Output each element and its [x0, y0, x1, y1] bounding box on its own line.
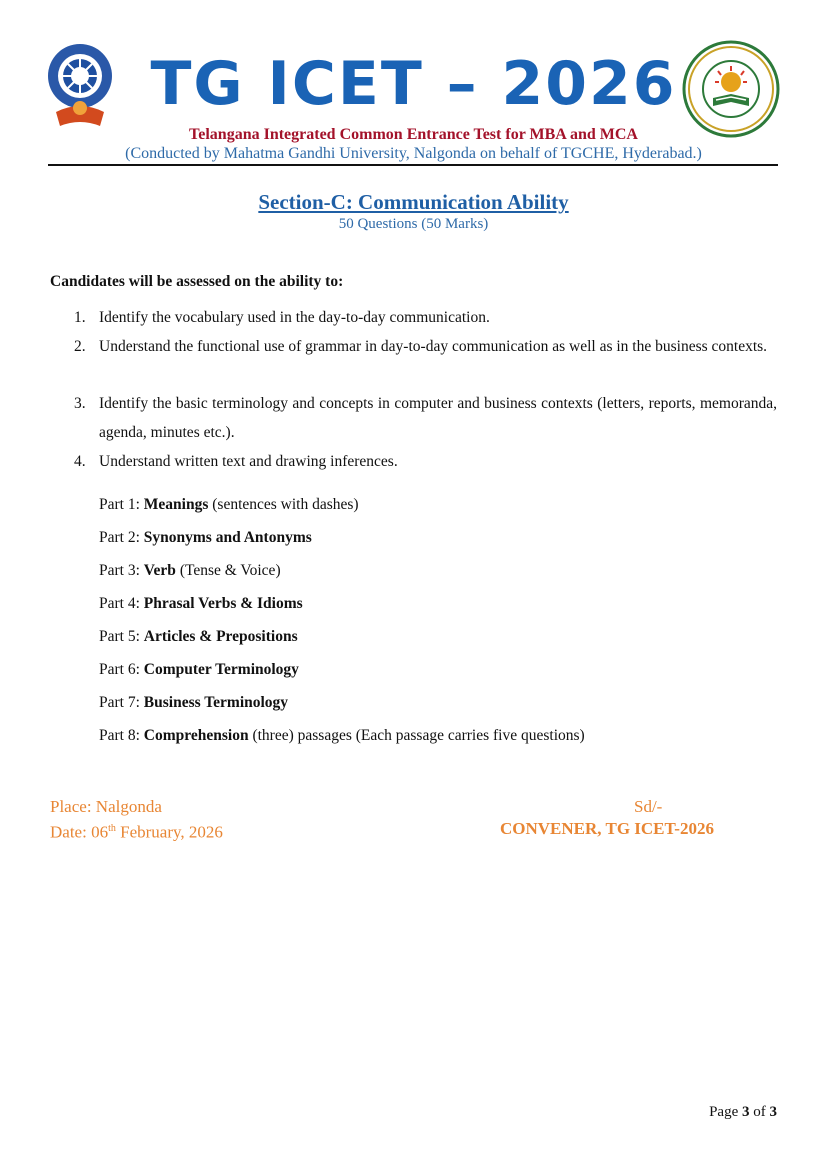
part-topic: Comprehension [143, 727, 249, 744]
ability-text: Understand the functional use of grammar in day-to-day communication as well as in the business contexts. [99, 338, 768, 355]
part-label: Part 2: [99, 529, 144, 546]
exam-title: TG ICET – 2026 [150, 49, 677, 119]
part-item [99, 661, 299, 679]
ability-text: Understand written text and drawing inferences. [99, 453, 398, 470]
part-item [99, 595, 303, 613]
part-topic: Business Terminology [143, 694, 289, 711]
part-label: Part 8: [99, 727, 144, 744]
part-topic: Computer Terminology [143, 661, 299, 678]
ability-number: 1. [74, 309, 86, 326]
part-label: Part 7: [99, 694, 144, 711]
ability-number: 2. [74, 338, 86, 355]
part-detail: (sentences with dashes) [208, 496, 359, 513]
part-label: Part 4: [99, 595, 144, 612]
part-detail: (three) passages (Each passage carries five questions) [248, 727, 585, 744]
date-suffix: February, 2026 [115, 822, 223, 842]
page-prefix: Page [709, 1104, 742, 1120]
page-number [650, 1103, 777, 1121]
part-topic: Verb [143, 562, 176, 579]
part-topic: Phrasal Verbs & Idioms [143, 595, 303, 612]
part-item [99, 694, 288, 712]
part-detail: (Tense & Voice) [175, 562, 281, 579]
part-label: Part 3: [99, 562, 144, 579]
exam-subtitle: Telangana Integrated Common Entrance Test for MBA and MCA [189, 126, 638, 143]
part-item [99, 562, 281, 580]
part-item [99, 496, 359, 514]
place-line: Place: Nalgonda [50, 797, 162, 816]
section-marks: 50 Questions (50 Marks) [338, 216, 489, 232]
date-line [50, 819, 223, 843]
page-total: 3 [769, 1104, 777, 1120]
conducted-by-note: (Conducted by Mahatma Gandhi University, Nalgonda on behalf of TGCHE, Hyderabad.) [125, 145, 702, 162]
assessment-intro: Candidates will be assessed on the ability to: [50, 273, 344, 290]
part-label: Part 1: [99, 496, 144, 513]
date-ordinal: th [108, 823, 116, 834]
tgche-logo [682, 40, 780, 138]
part-label: Part 5: [99, 628, 144, 645]
mahatma-gandhi-university-logo [46, 42, 114, 134]
signature-mark: Sd/- [634, 797, 663, 816]
part-item [99, 529, 312, 547]
ability-item [74, 332, 777, 361]
part-label: Part 6: [99, 661, 144, 678]
ability-text: Identify the basic terminology and concepts in computer and business contexts (letters, reports, memoranda, agenda, minutes etc.). [99, 395, 777, 441]
ability-text: Identify the vocabulary used in the day-to-day communication. [99, 309, 490, 326]
part-topic: Articles & Prepositions [143, 628, 298, 645]
convener-designation: CONVENER, TG ICET-2026 [500, 819, 714, 838]
part-item [99, 628, 298, 646]
ability-item [74, 447, 777, 476]
section-title: Section-C: Communication Ability [258, 190, 569, 214]
ability-number: 3. [74, 395, 86, 412]
page-current: 3 [742, 1104, 750, 1120]
header-divider [48, 164, 778, 166]
ability-item [74, 389, 777, 447]
date-prefix: Date: 06 [50, 822, 109, 842]
ability-item [74, 303, 777, 332]
part-topic: Meanings [143, 496, 209, 513]
part-topic: Synonyms and Antonyms [143, 529, 312, 546]
page-of: of [749, 1104, 770, 1120]
ability-number: 4. [74, 453, 86, 470]
part-item [99, 727, 585, 745]
